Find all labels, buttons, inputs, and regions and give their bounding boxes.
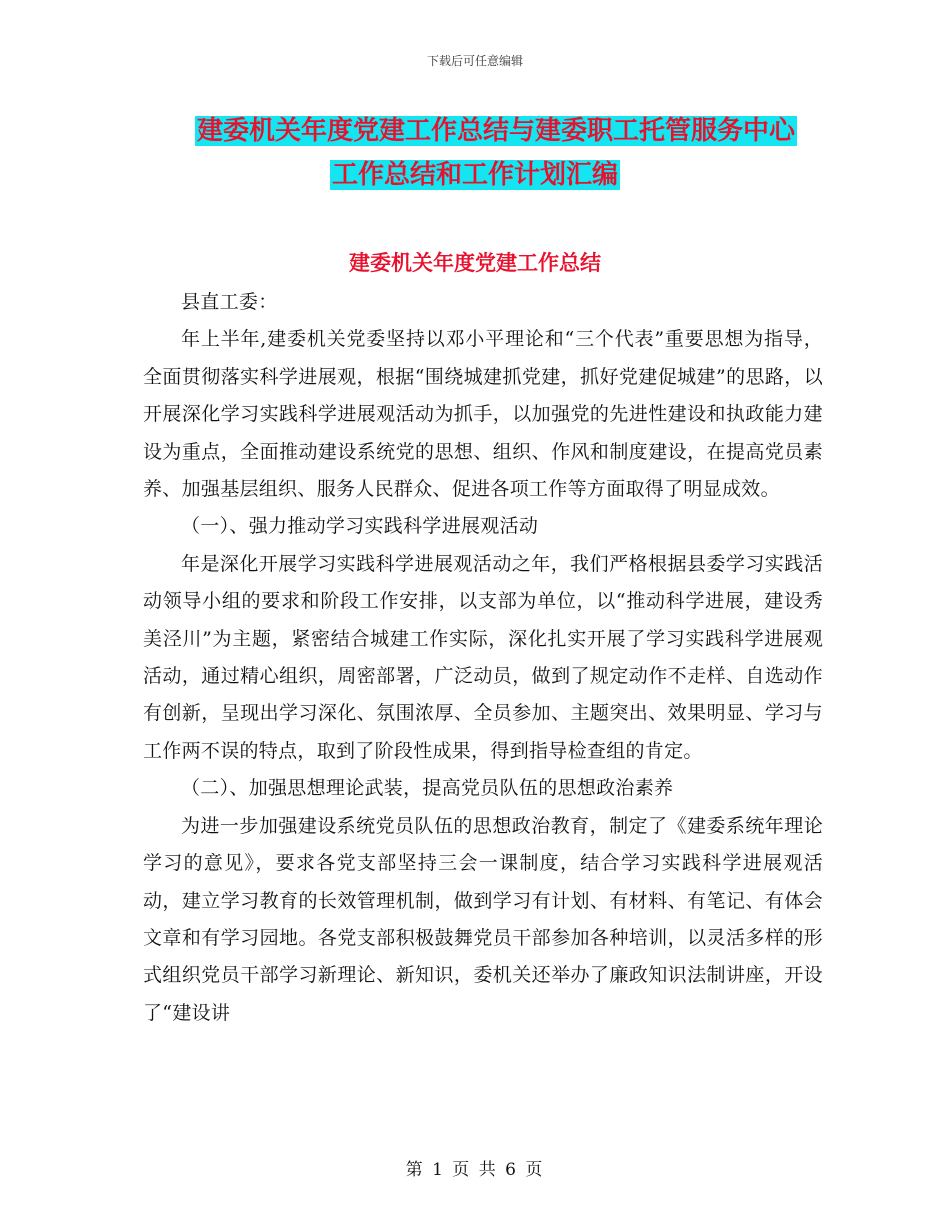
document-title-line-1-text: 建委机关年度党建工作总结与建委职工托管服务中心: [197, 116, 796, 146]
section-title: 建委机关年度党建工作总结: [349, 251, 601, 275]
document-title-line-1: [195, 112, 805, 150]
paragraph-3: 为进一步加强建设系统党员队伍的思想政治教育，制定了《建委系统年理论学习的意见》，要求各党支部坚持三会一课制度，结合学习实践科学进展观活动，建立学习教育的长效管理机制，做到学习有计划、有材料、有笔记、有体会文章和有学习园地。各党支部积极鼓舞党员干部参加各种培训，以灵活多样的形式组织党员干部学习新理论、新知识，委机关还举办了廉政知识法制讲座，开设了“建设讲: [143, 814, 823, 1024]
paragraph-2: 年是深化开展学习实践科学进展观活动之年，我们严格根据县委学习实践活动领导小组的要求和阶段工作安排，以支部为单位，以“推动科学进展，建设秀美泾川”为主题，紧密结合城建工作实际，深化扎实开展了学习实践科学进展观活动，通过精心组织，周密部署，广泛动员，做到了规定动作不走样、自选动作有创新，呈现出学习深化、氛围浓厚、全员参加、主题突出、效果明显、学习与工作两不误的特点，取到了阶段性成果，得到指导检查组的肯定。: [143, 552, 823, 762]
paragraph-1: 年上半年,建委机关党委坚持以邓小平理论和“三个代表”重要思想为指导，全面贯彻落实科学进展观，根据“围绕城建抓党建，抓好党建促城建”的思路，以开展深化学习实践科学进展观活动为抓手，以加强党的先进性建设和执政能力建设为重点，全面推动建设系统党的思想、组织、作风和制度建设，在提高党员素养、加强基层组织、服务人民群众、促进各项工作等方面取得了明显成效。: [143, 328, 823, 501]
subheading-1: （一）、强力推动学习实践科学进展观活动: [181, 515, 539, 538]
document-title-line-2: [330, 156, 940, 194]
page-header-note: 下载后可任意编辑: [426, 54, 523, 68]
page-number: 第 1 页 共 6 页: [405, 1160, 545, 1180]
subheading-2: （二）、加强思想理论武装，提高党员队伍的思想政治素养: [181, 777, 674, 800]
document-body: [143, 284, 823, 1032]
document-title-line-2-text: 工作总结和工作计划汇编: [332, 160, 619, 190]
salutation: 县直工委：: [181, 291, 278, 313]
